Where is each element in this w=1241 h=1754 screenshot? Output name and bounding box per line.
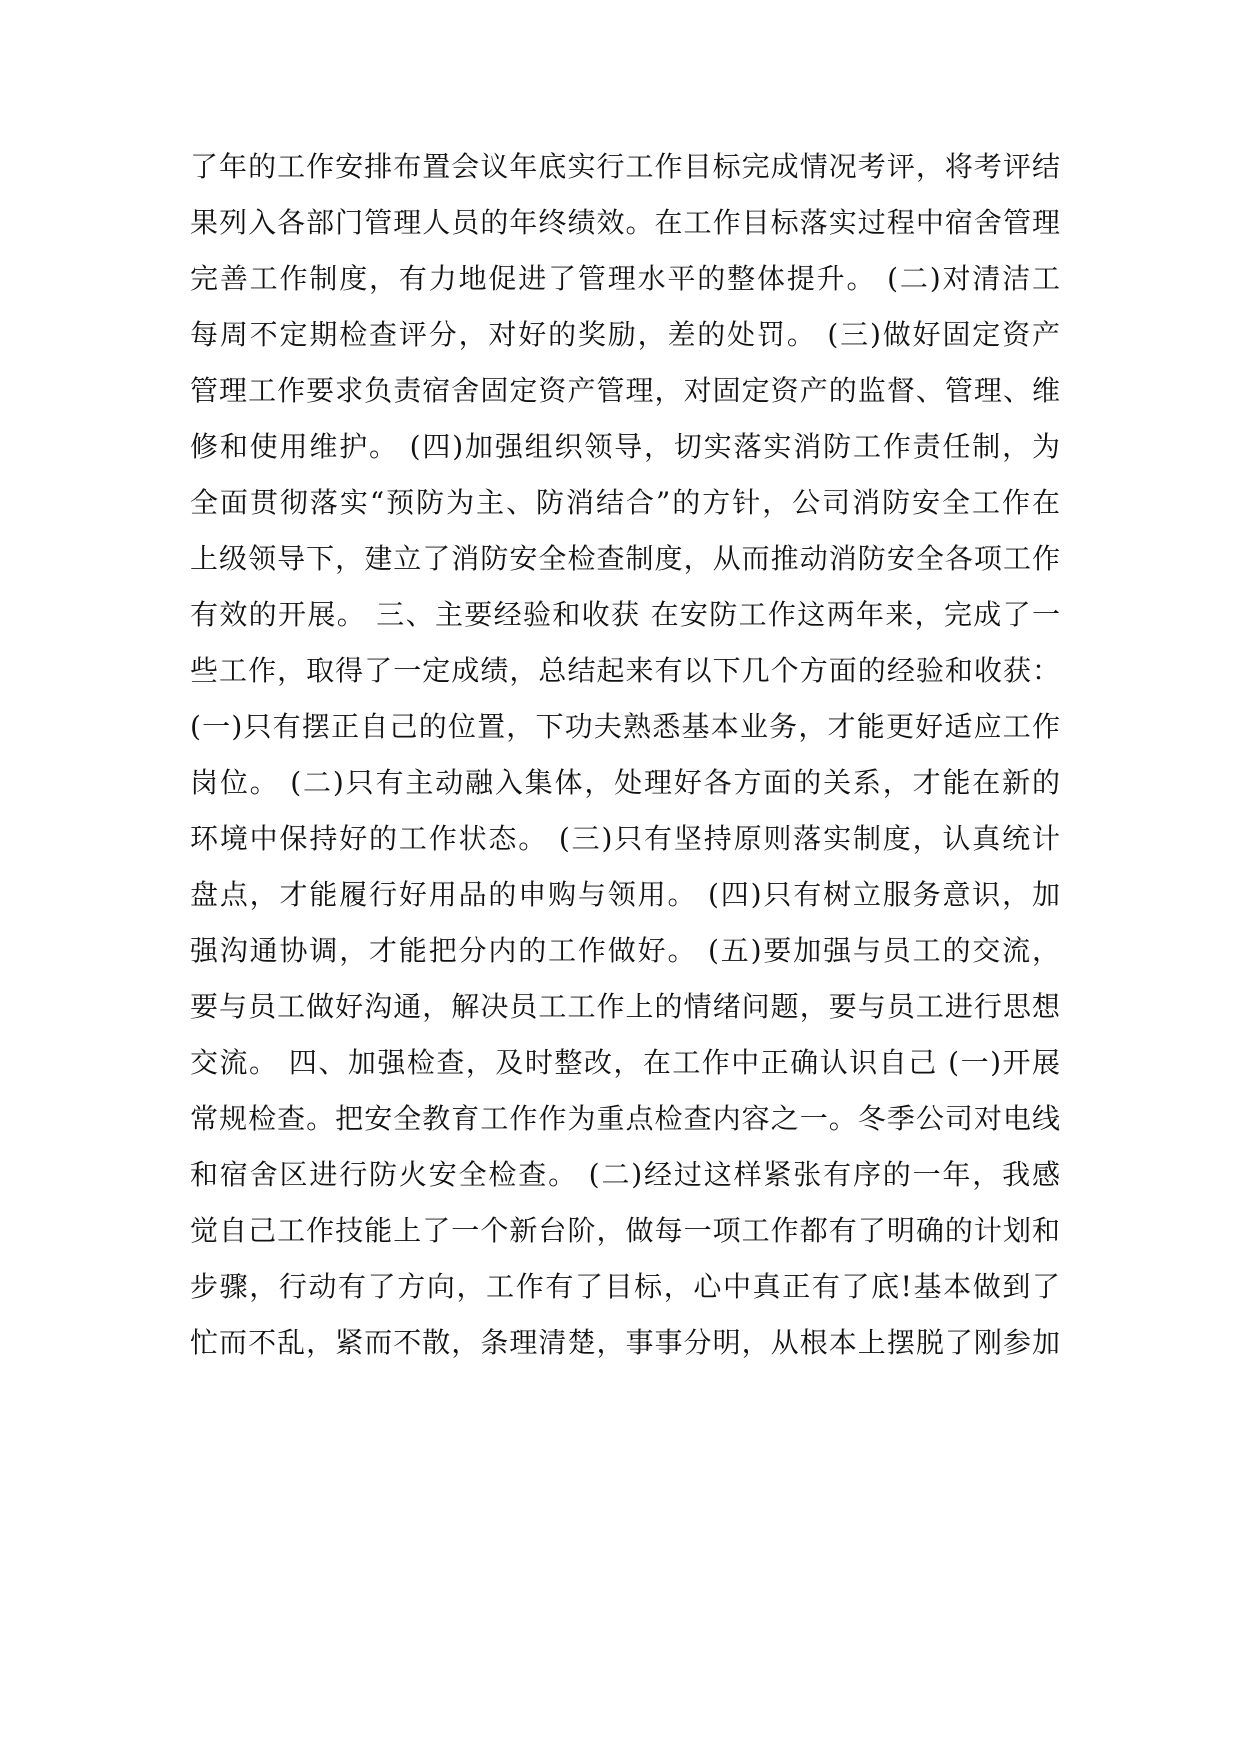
text-line: 了年的工作安排布置会议年底实行工作目标完成情况考评，将考评结 <box>190 150 1060 183</box>
text-line: 常规检查。把安全教育工作作为重点检查内容之一。冬季公司对电线 <box>190 1102 1060 1135</box>
text-line: 修和使用维护。 (四)加强组织领导，切实落实消防工作责任制，为 <box>190 430 1060 463</box>
text-line: 全面贯彻落实“预防为主、防消结合”的方针，公司消防安全工作在 <box>190 486 1060 519</box>
text-line: 有效的开展。 三、主要经验和收获 在安防工作这两年来，完成了一 <box>190 598 1060 631</box>
text-line: 和宿舍区进行防火安全检查。 (二)经过这样紧张有序的一年，我感 <box>190 1158 1060 1191</box>
text-line: 上级领导下，建立了消防安全检查制度，从而推动消防安全各项工作 <box>190 542 1060 575</box>
text-line: 觉自己工作技能上了一个新台阶，做每一项工作都有了明确的计划和 <box>190 1214 1060 1247</box>
text-line: 交流。 四、加强检查，及时整改，在工作中正确认识自己 (一)开展 <box>190 1046 1060 1079</box>
text-line: 强沟通协调，才能把分内的工作做好。 (五)要加强与员工的交流， <box>190 934 1060 967</box>
text-line: (一)只有摆正自己的位置，下功夫熟悉基本业务，才能更好适应工作 <box>190 710 1060 743</box>
text-line: 些工作，取得了一定成绩，总结起来有以下几个方面的经验和收获： <box>190 654 1060 687</box>
text-line: 要与员工做好沟通，解决员工工作上的情绪问题，要与员工进行思想 <box>190 990 1060 1023</box>
text-line: 每周不定期检查评分，对好的奖励，差的处罚。 (三)做好固定资产 <box>190 318 1060 351</box>
text-line: 岗位。 (二)只有主动融入集体，处理好各方面的关系，才能在新的 <box>190 766 1060 799</box>
text-line: 环境中保持好的工作状态。 (三)只有坚持原则落实制度，认真统计 <box>190 822 1060 855</box>
text-line: 步骤，行动有了方向，工作有了目标，心中真正有了底!基本做到了 <box>190 1270 1060 1303</box>
text-line: 管理工作要求负责宿舍固定资产管理，对固定资产的监督、管理、维 <box>190 374 1060 407</box>
text-line: 果列入各部门管理人员的年终绩效。在工作目标落实过程中宿舍管理 <box>190 206 1060 239</box>
text-line: 完善工作制度，有力地促进了管理水平的整体提升。 (二)对清洁工 <box>190 262 1060 295</box>
text-line: 忙而不乱，紧而不散，条理清楚，事事分明，从根本上摆脱了刚参加 <box>190 1326 1060 1359</box>
text-line: 盘点，才能履行好用品的申购与领用。 (四)只有树立服务意识，加 <box>190 878 1060 911</box>
